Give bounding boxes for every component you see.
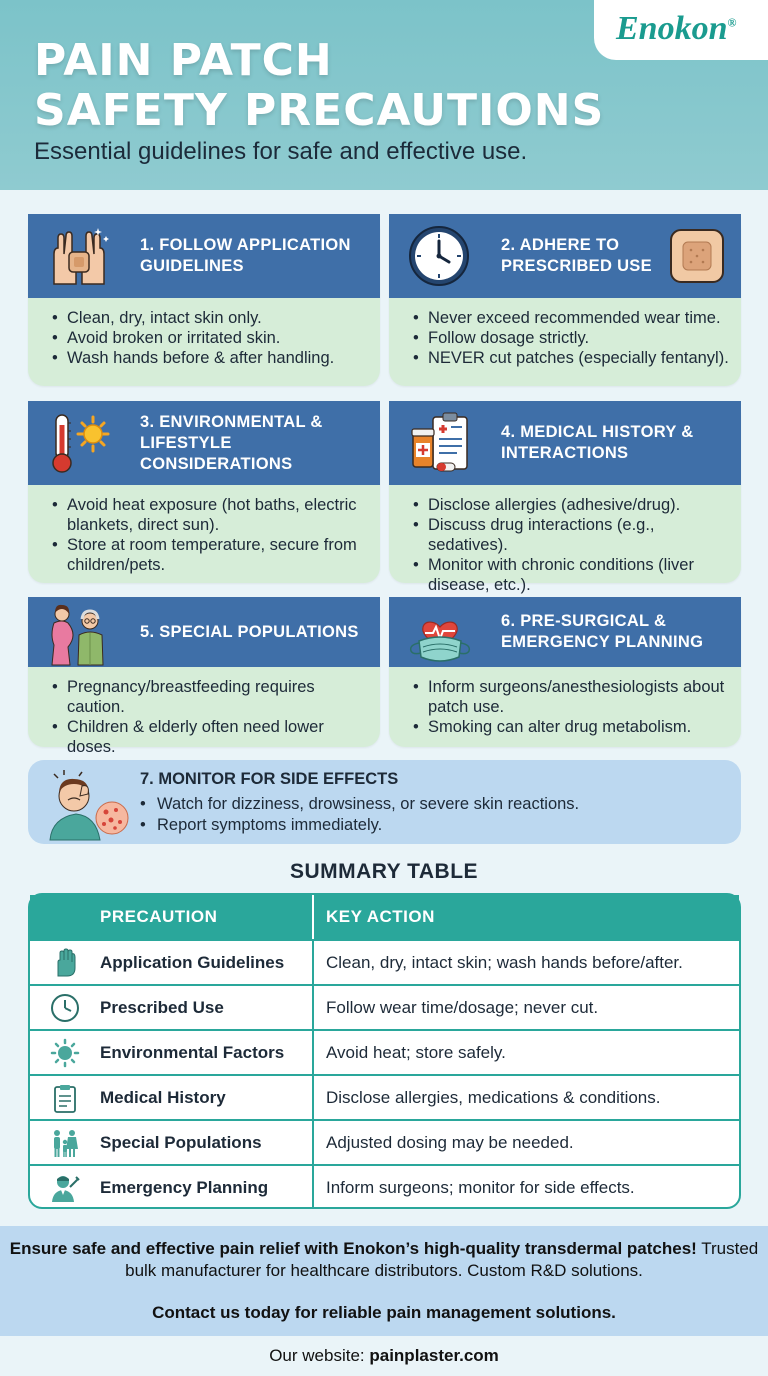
card-title: 5. SPECIAL POPULATIONS (140, 622, 359, 641)
action-cell: Disclose allergies, medications & conditions. (326, 1087, 661, 1107)
website-label: Our website: (269, 1346, 370, 1365)
action-cell: Avoid heat; store safely. (326, 1042, 506, 1062)
precaution-cell: Emergency Planning (100, 1166, 314, 1209)
website-line (0, 1346, 768, 1366)
enokon-logo (616, 10, 736, 48)
logo-mark: ® (727, 15, 737, 30)
precaution-cell: Environmental Factors (100, 1031, 314, 1074)
card-title: 3. ENVIRONMENTAL & LIFESTYLE CONSIDERATIONS (140, 412, 323, 473)
footer-promo-rest: Trusted bulk manufacturer for healthcare distributors. Custom R&D solutions. (125, 1239, 759, 1280)
precaution-cell: Special Populations (100, 1121, 314, 1164)
card-medical-history (389, 401, 741, 594)
footer-promo (0, 1238, 768, 1282)
precaution-cell: Prescribed Use (100, 986, 314, 1029)
bullet-item: • NEVER cut patches (especially fentanyl). (413, 348, 731, 368)
bullet-item: • Store at room temperature, secure from children/pets. (52, 535, 370, 575)
card-bullets (140, 794, 579, 836)
footer-promo-bold: Ensure safe and effective pain relief with Enokon’s high-quality transdermal patches! (9, 1239, 697, 1258)
bullet-item: • Monitor with chronic conditions (liver disease, etc.). (413, 555, 731, 595)
card-bullets (389, 298, 741, 368)
page-subtitle: Essential guidelines for safe and effective use. (34, 138, 528, 165)
card-title: 2. ADHERE TO PRESCRIBED USE (501, 236, 652, 275)
sun-icon (30, 1031, 100, 1074)
card-bullets (389, 485, 741, 595)
column-header-key-action: KEY ACTION (326, 907, 435, 926)
footer-banner (0, 1226, 768, 1336)
card-header (389, 401, 741, 485)
patch-icon (669, 228, 725, 284)
card-title: 6. PRE-SURGICAL & EMERGENCY PLANNING (501, 612, 704, 651)
table-row (30, 1029, 739, 1074)
family-icon (30, 1121, 100, 1164)
card-bullets (389, 667, 741, 737)
card-title: 7. MONITOR FOR SIDE EFFECTS (140, 770, 399, 788)
summary-table (28, 893, 741, 1209)
card-environmental (28, 401, 380, 583)
bullet-item: • Children & elderly often need lower doses. (52, 717, 370, 757)
card-emergency-planning (389, 597, 741, 747)
clock-icon (30, 986, 100, 1029)
bullet-item: • Avoid heat exposure (hot baths, electric blankets, direct sun). (52, 495, 370, 535)
column-header-precaution: PRECAUTION (30, 895, 314, 939)
action-cell: Inform surgeons; monitor for side effects. (326, 1177, 635, 1197)
action-cell: Clean, dry, intact skin; wash hands before/after. (326, 952, 683, 972)
bullet-item: • Watch for dizziness, drowsiness, or severe skin reactions. (140, 794, 579, 815)
bullet-item: • Clean, dry, intact skin only. (52, 308, 370, 328)
card-header (389, 597, 741, 667)
summary-title: SUMMARY TABLE (289, 860, 479, 883)
page-title (34, 36, 604, 136)
bullet-item: • Pregnancy/breastfeeding requires caution. (52, 677, 370, 717)
bullet-item: • Disclose allergies (adhesive/drug). (413, 495, 731, 515)
mask-heart-icon (407, 601, 473, 665)
bullet-item: • Discuss drug interactions (e.g., sedatives). (413, 515, 731, 555)
card-bullets (28, 298, 380, 368)
precaution-cell: Application Guidelines (100, 941, 314, 984)
clipboard-icon (30, 1076, 100, 1119)
logo-box (594, 0, 768, 60)
action-cell: Follow wear time/dosage; never cut. (326, 997, 599, 1017)
bullet-item: • Report symptoms immediately. (140, 815, 579, 836)
bullet-item: • Inform surgeons/anesthesiologists about patch use. (413, 677, 731, 717)
pregnant-elderly-icon (46, 601, 112, 665)
card-header (28, 597, 380, 667)
card-side-effects (28, 760, 741, 844)
title-line-1: PAIN PATCH (34, 35, 333, 86)
bullet-item: • Wash hands before & after handling. (52, 348, 370, 368)
doctor-icon (30, 1166, 100, 1209)
card-title: 4. MEDICAL HISTORY & INTERACTIONS (501, 423, 694, 462)
dizzy-person-icon (44, 766, 134, 840)
website-link[interactable]: painplaster.com (369, 1346, 499, 1365)
card-application-guidelines (28, 214, 380, 386)
card-header (28, 214, 380, 298)
table-row (30, 1119, 739, 1164)
title-line-2: SAFETY PRECAUTIONS (34, 85, 605, 136)
table-row (30, 1074, 739, 1119)
hand-icon (30, 941, 100, 984)
table-header (30, 895, 739, 939)
card-header (389, 214, 741, 298)
action-cell: Adjusted dosing may be needed. (326, 1132, 574, 1152)
table-row (30, 984, 739, 1029)
bullet-item: • Never exceed recommended wear time. (413, 308, 731, 328)
card-header (28, 401, 380, 485)
header-banner (0, 0, 768, 190)
table-row (30, 1164, 739, 1209)
clock-icon (407, 224, 473, 288)
card-title: 1. FOLLOW APPLICATION GUIDELINES (140, 236, 351, 275)
footer-contact: Contact us today for reliable pain management solutions. (152, 1303, 616, 1322)
card-bullets (28, 667, 380, 757)
bullet-item: • Smoking can alter drug metabolism. (413, 717, 731, 737)
thermometer-sun-icon (46, 411, 112, 475)
logo-text: Enokon (616, 10, 728, 47)
bullet-item: • Avoid broken or irritated skin. (52, 328, 370, 348)
precaution-cell: Medical History (100, 1076, 314, 1119)
card-bullets (28, 485, 380, 575)
table-row (30, 939, 739, 984)
card-prescribed-use (389, 214, 741, 386)
card-special-populations (28, 597, 380, 756)
hands-patch-icon (46, 224, 112, 288)
bullet-item: • Follow dosage strictly. (413, 328, 731, 348)
medicine-clipboard-icon (407, 411, 473, 475)
